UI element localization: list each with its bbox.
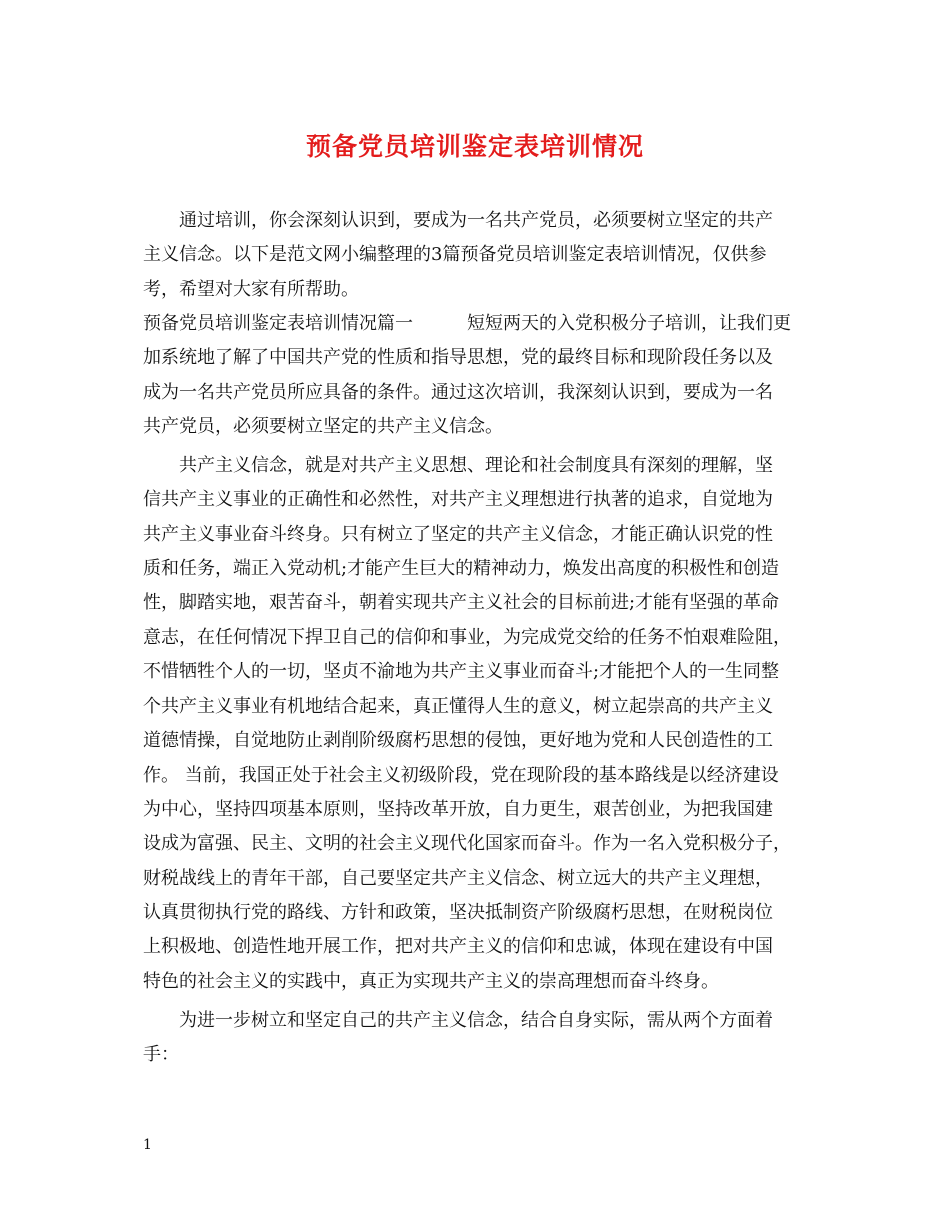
body-line: 不惜牺牲个人的一切，坚贞不渝地为共产主义事业而奋斗;才能把个人的一生同整 (143, 661, 780, 682)
document-title: 预备党员培训鉴定表培训情况 (305, 132, 644, 161)
body-line: 作。 当前，我国正处于社会主义初级阶段，党在现阶段的基本路线是以经济建设 (143, 765, 779, 786)
body-line: 加系统地了解了中国共产党的性质和指导思想，党的最终目标和现阶段任务以及 (143, 347, 773, 368)
body-line: 为进一步树立和坚定自己的共产主义信念，结合自身实际，需从两个方面着 (143, 1010, 773, 1031)
page-number: 1 (143, 1137, 152, 1153)
body-line: 共产主义信念，就是对共产主义思想、理论和社会制度具有深刻的理解，坚 (143, 455, 773, 476)
body-line: 上积极地、创造性地开展工作，把对共产主义的信仰和忠诚，体现在建设有中国 (143, 936, 773, 957)
body-line: 财税战线上的青年干部，自己要坚定共产主义信念、树立远大的共产主义理想， (143, 868, 773, 889)
section-heading-line: 预备党员培训鉴定表培训情况篇一 短短两天的入党积极分子培训，让我们更 (143, 313, 791, 334)
body-line: 共产主义事业奋斗终身。只有树立了坚定的共产主义信念，才能正确认识党的性 (143, 524, 773, 545)
body-line: 通过培训，你会深刻认识到，要成为一名共产党员，必须要树立坚定的共产 (143, 210, 773, 231)
body-line: 认真贯彻执行党的路线、方针和政策，坚决抵制资产阶级腐朽思想，在财税岗位 (143, 902, 773, 923)
body-line: 主义信念。以下是范文网小编整理的3篇预备党员培训鉴定表培训情况，仅供参 (143, 244, 767, 265)
body-line: 共产党员，必须要树立坚定的共产主义信念。 (143, 416, 503, 437)
body-line: 手： (143, 1044, 179, 1065)
body-line: 质和任务，端正入党动机;才能产生巨大的精神动力，焕发出高度的积极性和创造 (143, 558, 780, 579)
body-line: 成为一名共产党员所应具备的条件。通过这次培训，我深刻认识到，要成为一名 (143, 382, 773, 403)
body-line: 信共产主义事业的正确性和必然性，对共产主义理想进行执著的追求，自觉地为 (143, 489, 773, 510)
body-line: 意志，在任何情况下捍卫自己的信仰和事业，为完成党交给的任务不怕艰难险阻， (143, 627, 791, 648)
body-line: 性，脚踏实地，艰苦奋斗，朝着实现共产主义社会的目标前进;才能有坚强的革命 (143, 592, 780, 613)
body-line: 特色的社会主义的实践中，真正为实现共产主义的崇高理想而奋斗终身。 (143, 971, 719, 992)
body-line: 道德情操，自觉地防止剥削阶级腐朽思想的侵蚀，更好地为党和人民创造性的工 (143, 730, 773, 751)
body-line: 为中心，坚持四项基本原则，坚持改革开放，自力更生，艰苦创业，为把我国建 (143, 799, 773, 820)
body-line: 设成为富强、民主、文明的社会主义现代化国家而奋斗。作为一名入党积极分子， (143, 833, 791, 854)
body-line: 考，希望对大家有所帮助。 (143, 279, 359, 300)
body-line: 个共产主义事业有机地结合起来，真正懂得人生的意义，树立起崇高的共产主义 (143, 696, 773, 717)
